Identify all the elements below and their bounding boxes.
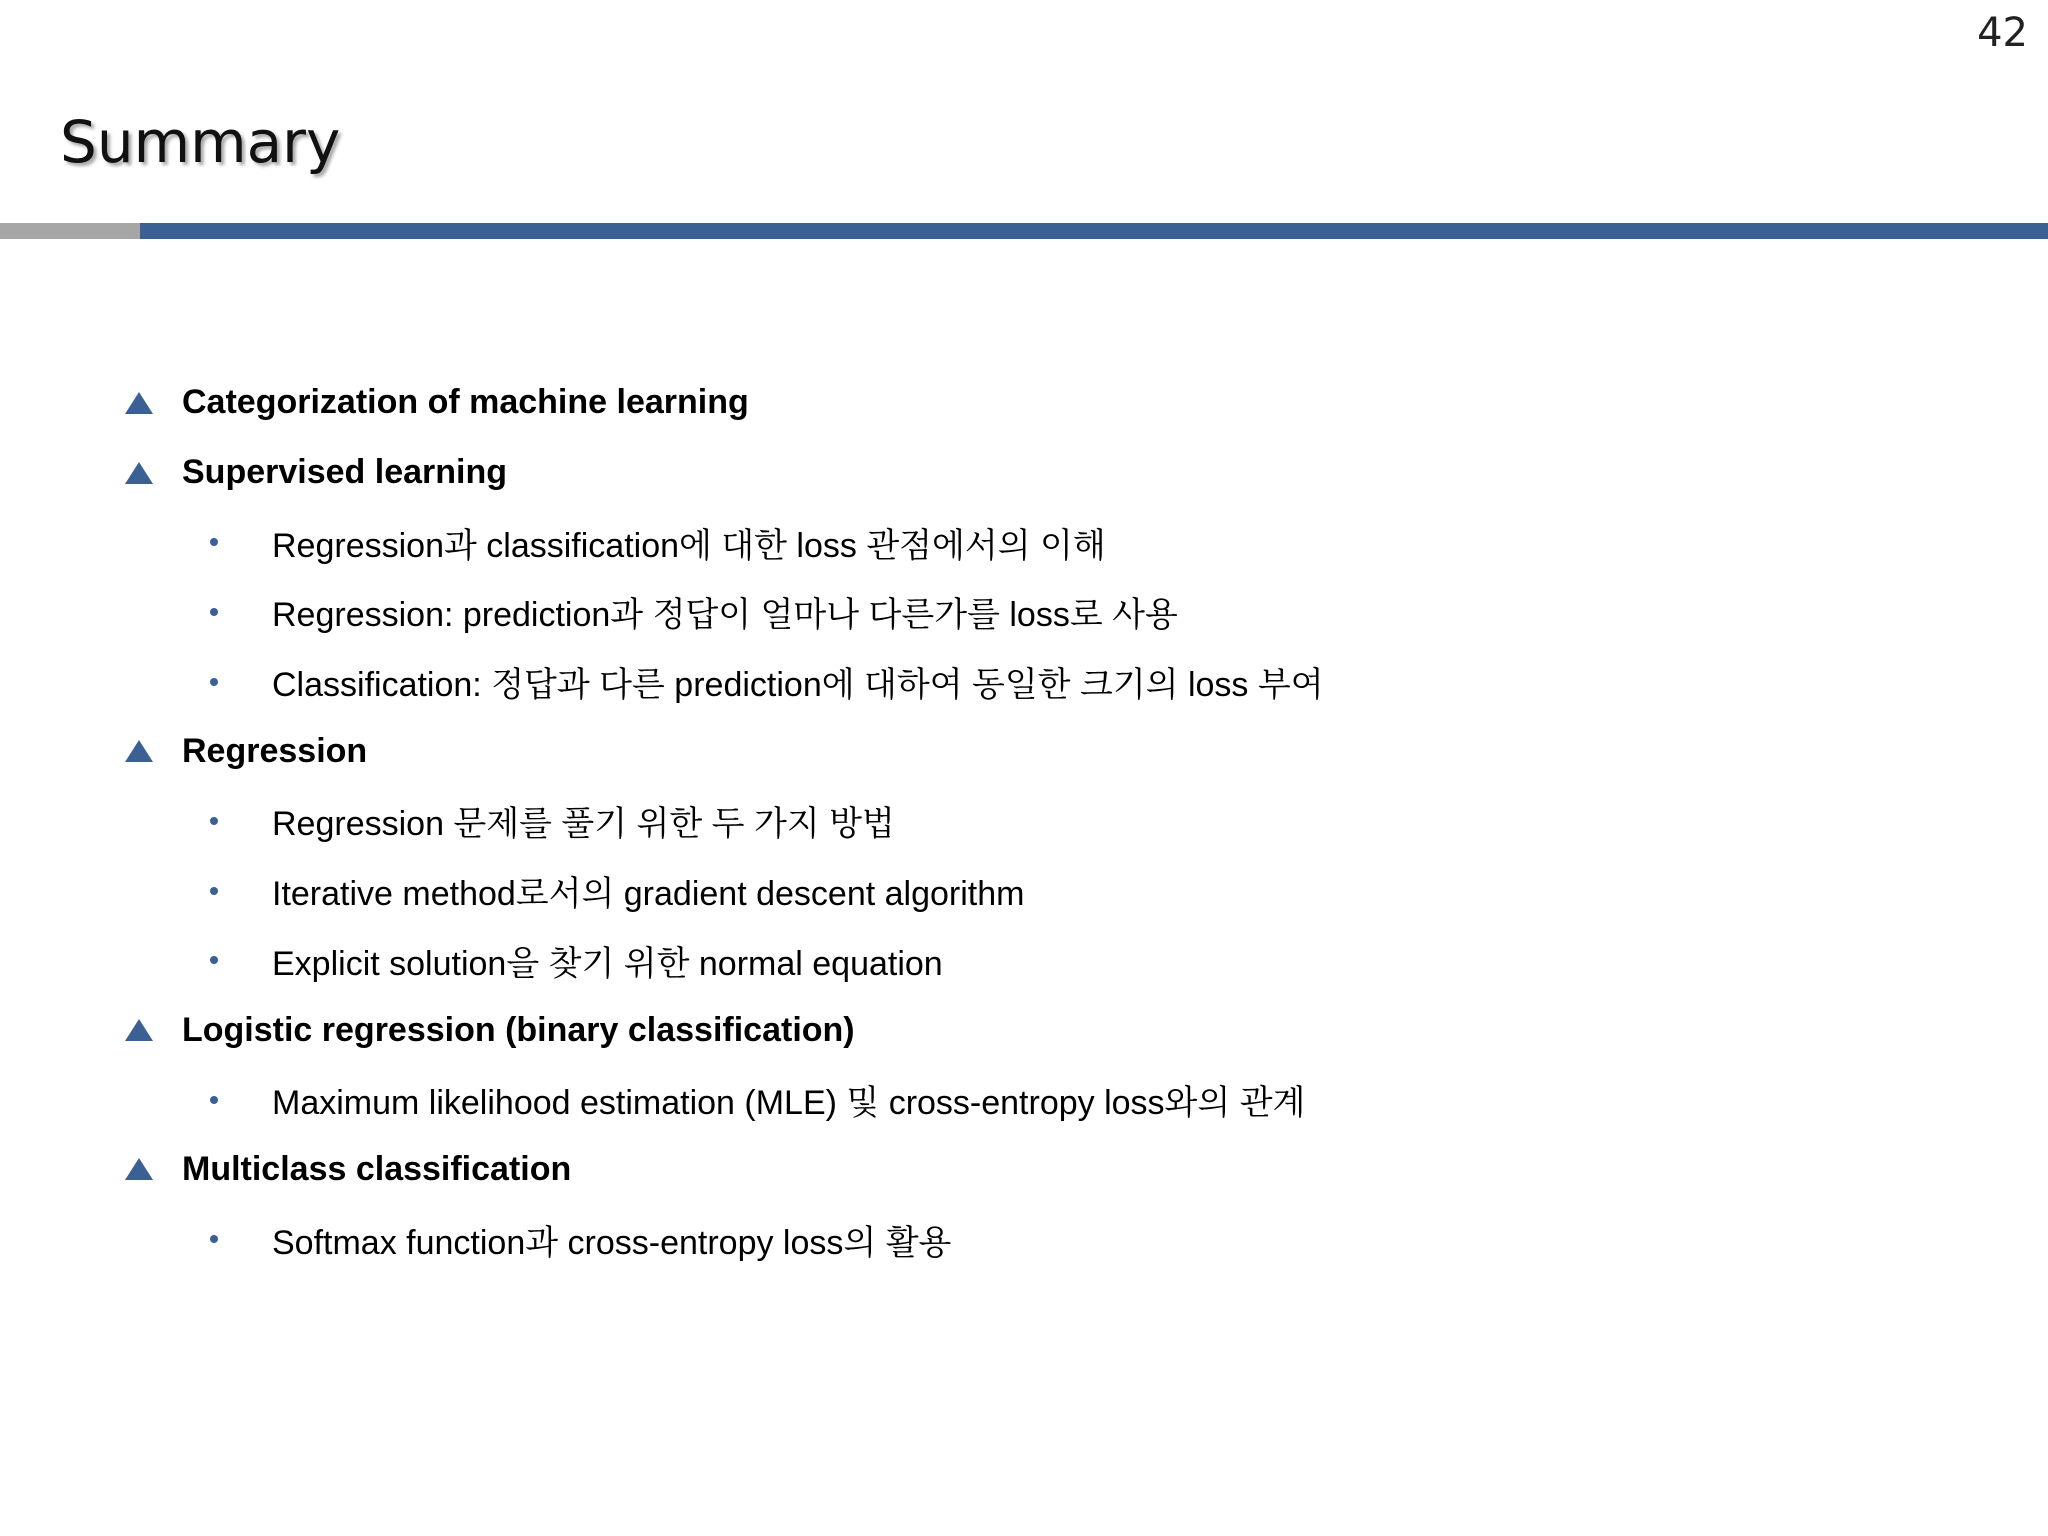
dot-bullet-icon	[210, 956, 218, 964]
triangle-bullet-icon	[125, 740, 153, 762]
sub-bullet-item	[120, 786, 1920, 856]
bullet-item	[120, 995, 1920, 1065]
sub-bullet-item	[120, 926, 1920, 996]
bullet-text: Categorization of machine learning	[182, 383, 749, 422]
dot-bullet-icon	[210, 1096, 218, 1104]
slide-title: Summary	[60, 108, 341, 176]
title-divider-blue-segment	[140, 223, 2048, 239]
dot-bullet-icon	[210, 817, 218, 825]
sub-bullet-item	[120, 1204, 1920, 1274]
sub-bullet-text: Softmax function과 cross-entropy loss의 활용	[272, 1223, 952, 1262]
sub-bullet-text: Iterative method로서의 gradient descent algorithm	[272, 875, 1025, 914]
sub-bullet-text: Classification: 정답과 다른 prediction에 대하여 동일한 크기의 loss 부여	[272, 666, 1324, 705]
sub-bullet-text: Explicit solution을 찾기 위한 normal equation	[272, 944, 943, 983]
sub-bullet-text: Regression 문제를 풀기 위한 두 가지 방법	[272, 805, 895, 844]
sub-bullet-item	[120, 507, 1920, 577]
bullet-text: Multiclass classification	[182, 1149, 572, 1188]
dot-bullet-icon	[210, 1235, 218, 1243]
title-divider	[0, 223, 2048, 239]
bullet-text: Logistic regression (binary classification)	[182, 1010, 855, 1049]
dot-bullet-icon	[210, 608, 218, 616]
bullet-item	[120, 368, 1920, 438]
dot-bullet-icon	[210, 678, 218, 686]
triangle-bullet-icon	[125, 1158, 153, 1180]
bullet-item	[120, 1135, 1920, 1205]
triangle-bullet-icon	[125, 1019, 153, 1041]
page-number: 42	[1977, 10, 2028, 56]
bullet-text: Regression	[182, 731, 368, 770]
bullet-text: Supervised learning	[182, 453, 507, 492]
bullet-item	[120, 438, 1920, 508]
sub-bullet-item	[120, 647, 1920, 717]
dot-bullet-icon	[210, 538, 218, 546]
sub-bullet-item	[120, 856, 1920, 926]
sub-bullet-item	[120, 577, 1920, 647]
sub-bullet-text: Maximum likelihood estimation (MLE) 및 cross-entropy loss와의 관계	[272, 1084, 1306, 1123]
sub-bullet-item	[120, 1065, 1920, 1135]
sub-bullet-text: Regression: prediction과 정답이 얼마나 다른가를 loss로 사용	[272, 596, 1178, 635]
title-divider-gray-segment	[0, 223, 140, 239]
sub-bullet-text: Regression과 classification에 대한 loss 관점에서의 이해	[272, 526, 1106, 565]
triangle-bullet-icon	[125, 462, 153, 484]
bullet-item	[120, 716, 1920, 786]
triangle-bullet-icon	[125, 392, 153, 414]
dot-bullet-icon	[210, 887, 218, 895]
bullet-list	[120, 368, 1920, 1274]
